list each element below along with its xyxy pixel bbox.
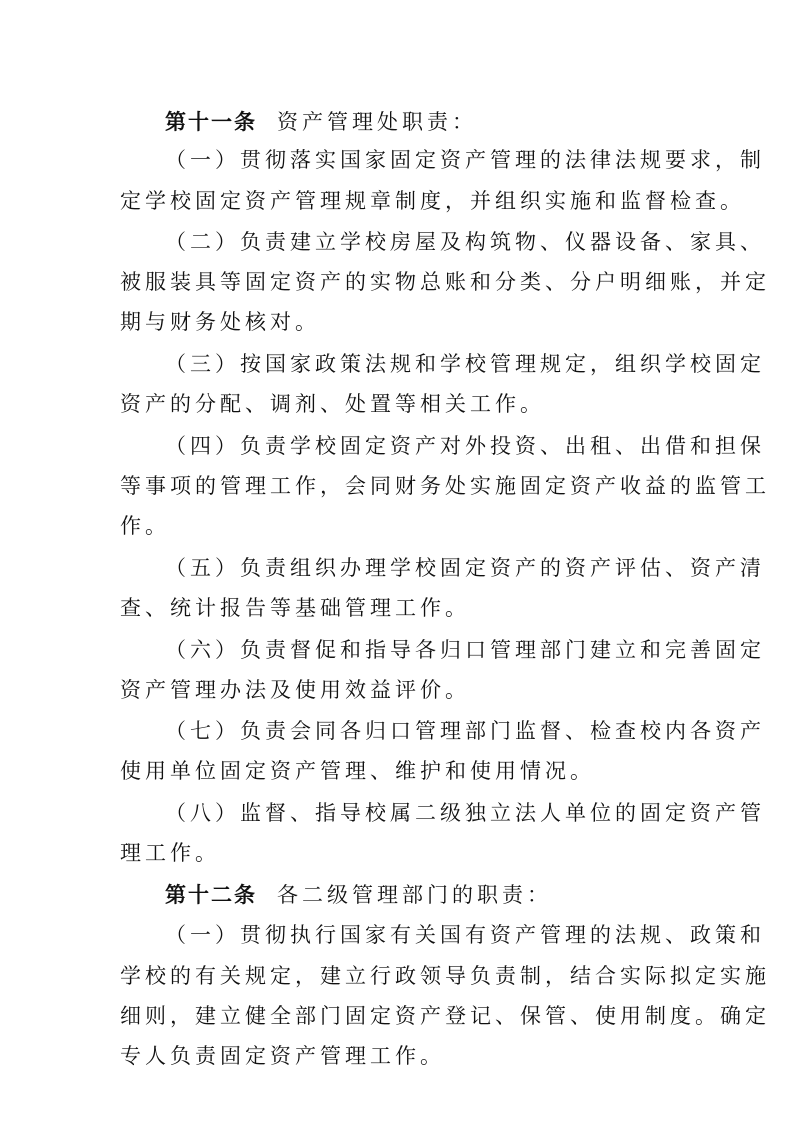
article-11-item-3-line-1: （三）按国家政策法规和学校管理规定，组织学校固定	[165, 352, 765, 376]
article-11-item-8-line-1: （八）监督、指导校属二级独立法人单位的固定资产管	[165, 801, 765, 825]
article-11-item-6-line-2: 资产管理办法及使用效益评价。	[120, 678, 470, 702]
article-11-item-3-line-2: 资产的分配、调剂、处置等相关工作。	[120, 392, 545, 416]
article-12-item-1-line-4: 专人负责固定资产管理工作。	[120, 1044, 445, 1068]
article-12-item-1-line-1: （一）贯彻执行国家有关国有资产管理的法规、政策和	[165, 923, 765, 947]
article-11-number: 第十一条	[165, 110, 257, 134]
article-11-item-2-line-3: 期与财务处核对。	[120, 310, 320, 334]
article-12-number: 第十二条	[165, 883, 257, 907]
article-11-item-5-line-1: （五）负责组织办理学校固定资产的资产评估、资产清	[165, 556, 765, 580]
article-11-item-6-line-1: （六）负责督促和指导各归口管理部门建立和完善固定	[165, 638, 765, 662]
article-11-item-8-line-2: 理工作。	[120, 841, 220, 865]
article-11-item-4-line-1: （四）负责学校固定资产对外投资、出租、出借和担保	[165, 434, 765, 458]
article-11-title: 资产管理处职责：	[277, 110, 477, 134]
article-11-item-2-line-1: （二）负责建立学校房屋及构筑物、仪器设备、家具、	[165, 230, 765, 254]
article-11-item-2-line-2: 被服装具等固定资产的实物总账和分类、分户明细账，并定	[120, 270, 770, 294]
article-11-item-1-line-2: 定学校固定资产管理规章制度，并组织实施和监督检查。	[120, 189, 745, 213]
article-11-item-5-line-2: 查、统计报告等基础管理工作。	[120, 596, 470, 620]
article-11-item-7-line-1: （七）负责会同各归口管理部门监督、检查校内各资产	[165, 719, 765, 743]
article-12-title: 各二级管理部门的职责：	[277, 883, 552, 907]
article-12-item-1-line-2: 学校的有关规定，建立行政领导负责制，结合实际拟定实施	[120, 964, 770, 988]
article-11-item-7-line-2: 使用单位固定资产管理、维护和使用情况。	[120, 759, 595, 783]
article-11-item-1-line-1: （一）贯彻落实国家固定资产管理的法律法规要求，制	[165, 148, 765, 172]
article-11-heading	[165, 108, 477, 136]
article-12-item-1-line-3: 细则，建立健全部门固定资产登记、保管、使用制度。确定	[120, 1004, 770, 1028]
article-11-item-4-line-2: 等事项的管理工作，会同财务处实施固定资产收益的监管工	[120, 474, 770, 498]
article-11-item-4-line-3: 作。	[120, 514, 170, 538]
article-12-heading	[165, 881, 552, 909]
